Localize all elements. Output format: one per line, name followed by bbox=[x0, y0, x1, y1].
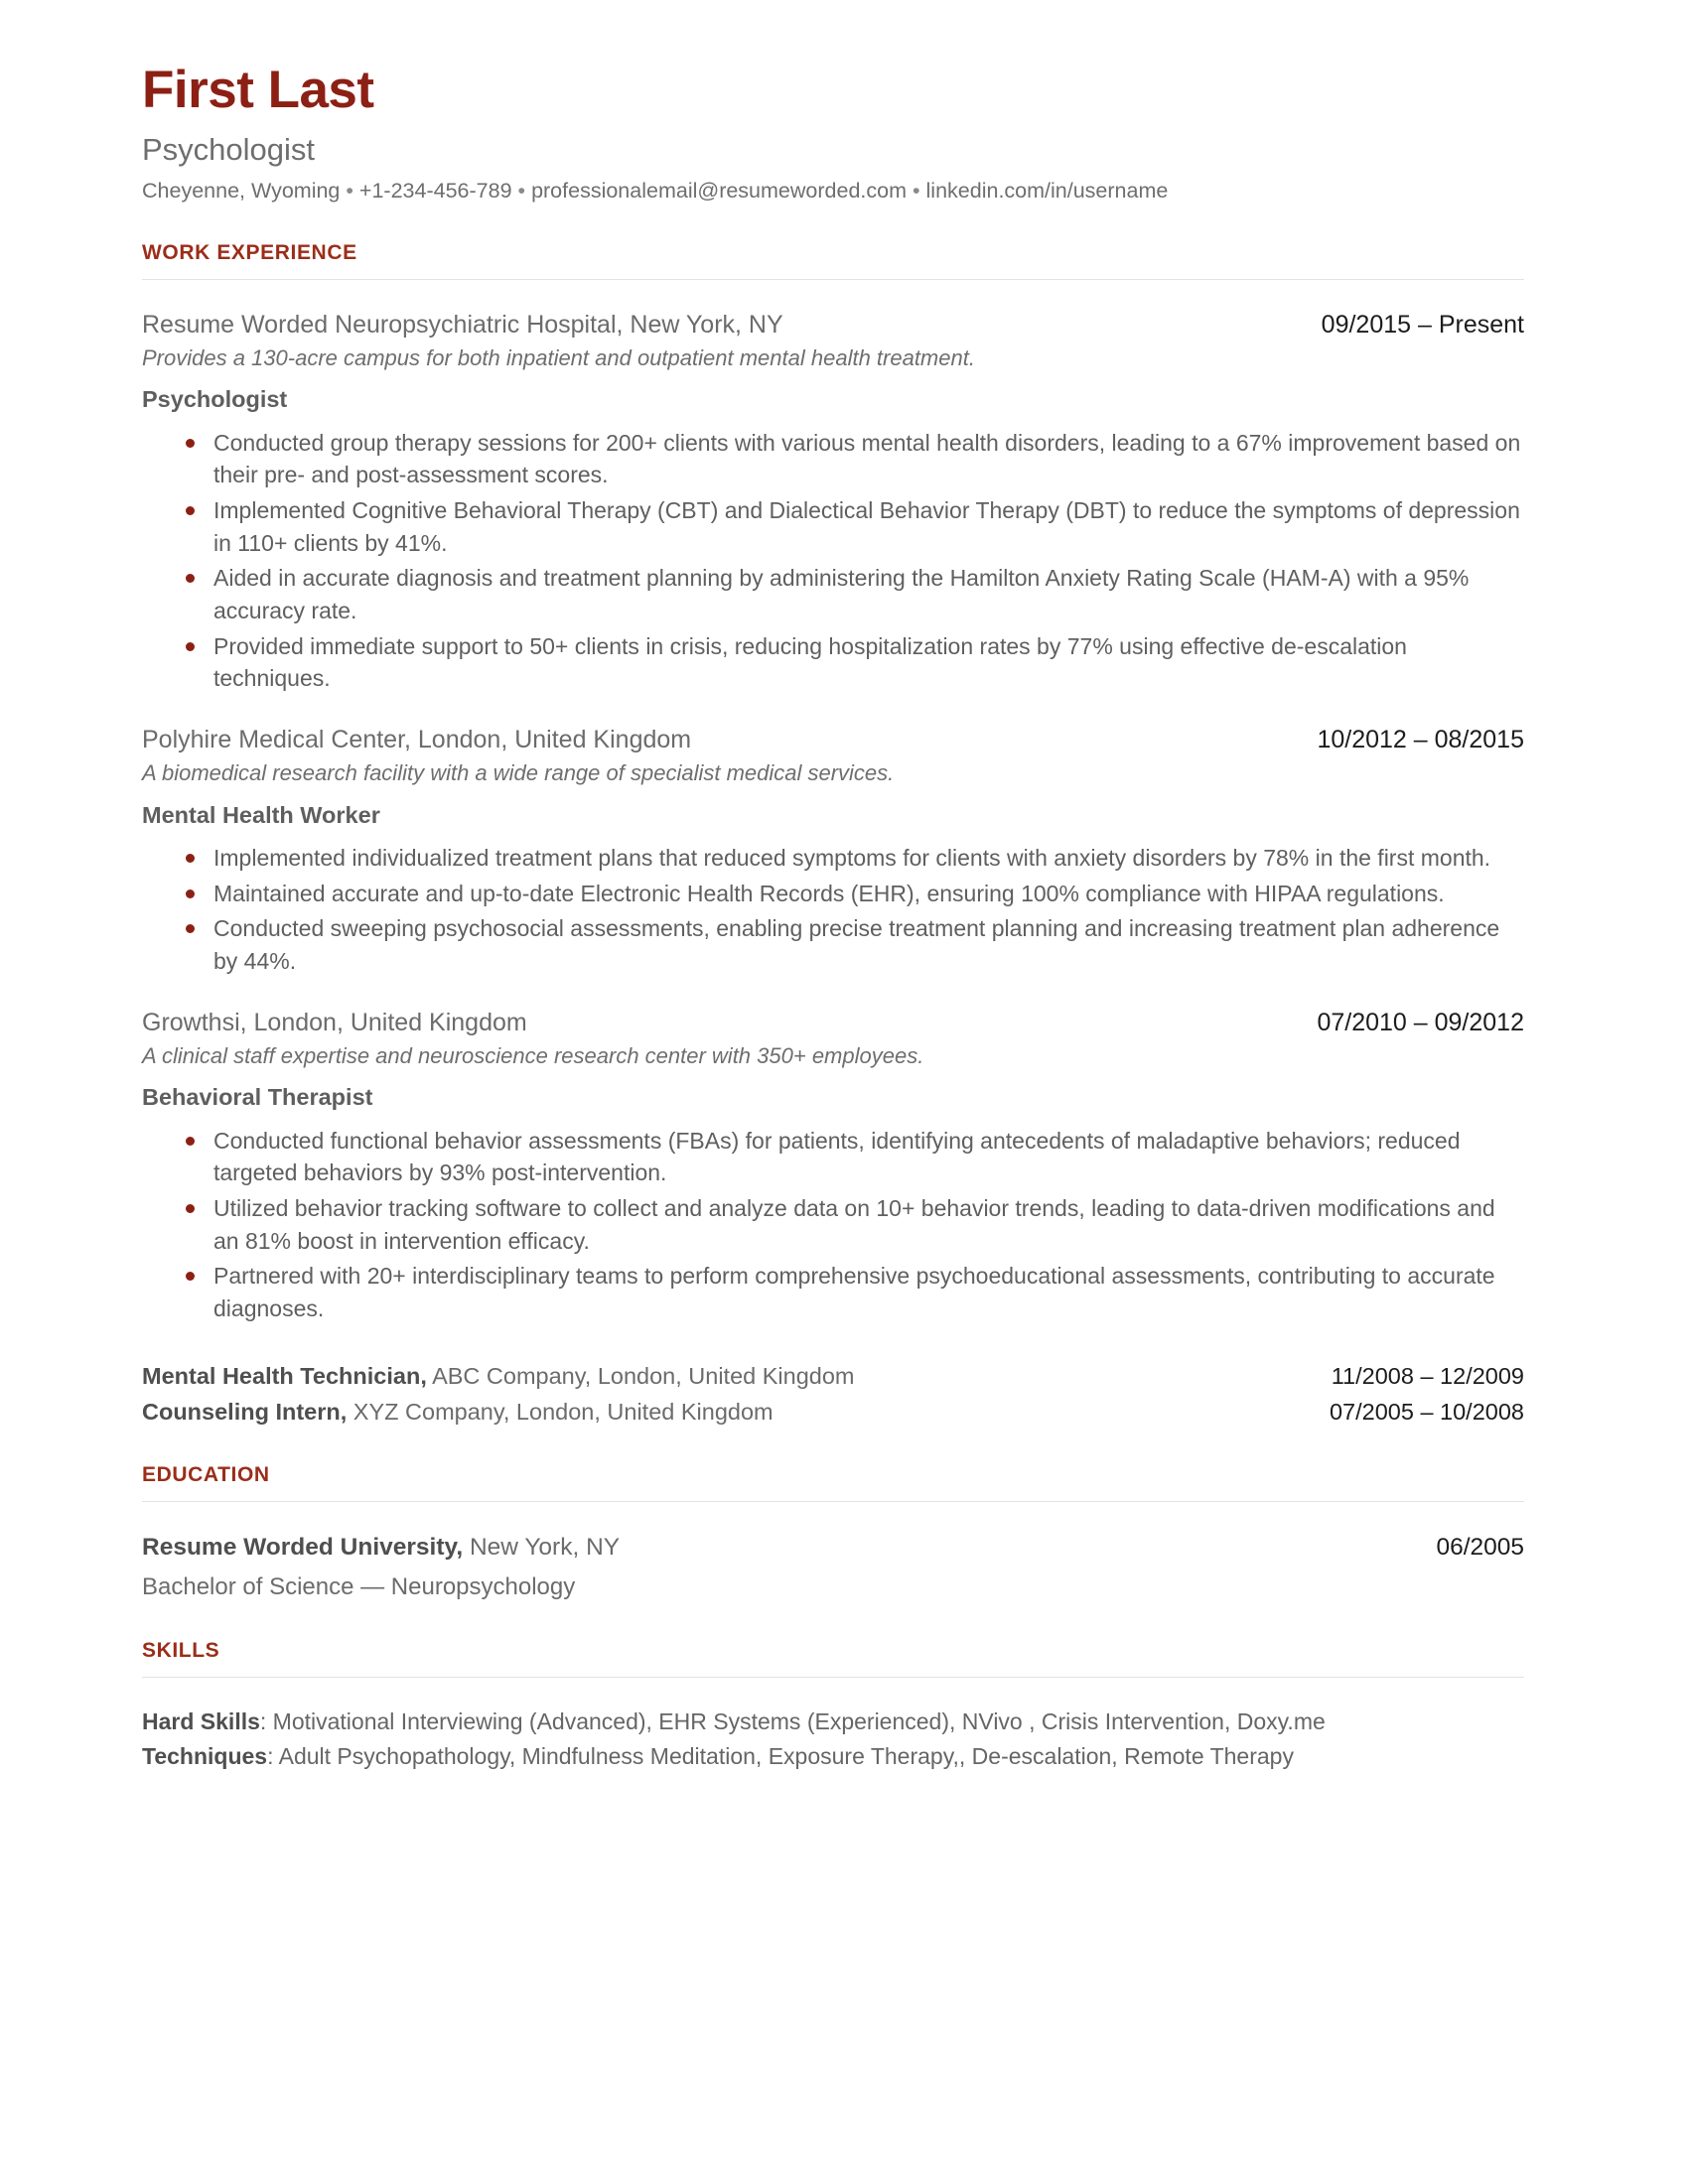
job-bullet-text: Provided immediate support to 50+ clients in crisis, reducing hospitalization rates by 77% using effective de-escalation techniques. bbox=[213, 632, 1407, 692]
bullet-dot-icon bbox=[186, 854, 195, 863]
job-role-title: Behavioral Therapist bbox=[142, 1084, 373, 1111]
bullet-dot-icon bbox=[186, 642, 195, 651]
contact-separator-icon: • bbox=[913, 178, 920, 203]
skill-category-label: Techniques bbox=[142, 1743, 268, 1769]
job-role-title: Mental Health Worker bbox=[142, 801, 380, 828]
contact-line bbox=[142, 178, 1524, 205]
short-role-dates: 07/2005 – 10/2008 bbox=[1329, 1399, 1524, 1426]
bullet-dot-icon bbox=[186, 1137, 195, 1146]
bullet-dot-icon bbox=[186, 439, 195, 448]
candidate-job-title: Psychologist bbox=[142, 132, 316, 168]
education-date: 06/2005 bbox=[1436, 1533, 1524, 1561]
short-role-company: XYZ Company, London, United Kingdom bbox=[347, 1399, 774, 1426]
education-degree: Bachelor of Science — Neuropsychology bbox=[142, 1573, 576, 1601]
short-role-left bbox=[142, 1361, 855, 1392]
job-bullet-text: Utilized behavior tracking software to collect and analyze data on 10+ behavior trends, leading to data-driven modifications and an 81% boost in intervention efficacy. bbox=[213, 1194, 1495, 1254]
job-bullet bbox=[142, 494, 1524, 559]
job-bullet-text: Conducted group therapy sessions for 200+ clients with various mental health disorders, leading to a 67% improvement based on their pre- and post-assessment scores. bbox=[213, 429, 1521, 488]
section-divider bbox=[142, 1677, 1524, 1678]
short-role-title: Mental Health Technician, bbox=[142, 1362, 427, 1389]
bullet-dot-icon bbox=[186, 506, 195, 515]
short-role-title: Counseling Intern, bbox=[142, 1399, 348, 1426]
job-bullet-text: Conducted sweeping psychosocial assessments, enabling precise treatment planning and increasing treatment plan adherence by 44%. bbox=[213, 915, 1500, 974]
skills-body bbox=[142, 1706, 1524, 1774]
education-school-line bbox=[142, 1532, 620, 1564]
job-entry bbox=[142, 725, 1524, 978]
job-bullet bbox=[142, 1192, 1524, 1257]
job-bullet bbox=[142, 842, 1524, 875]
job-company: Growthsi, London, United Kingdom bbox=[142, 1008, 527, 1036]
job-header-row bbox=[142, 310, 1524, 340]
contact-phone: +1-234-456-789 bbox=[358, 178, 512, 203]
job-bullet-list bbox=[142, 1125, 1524, 1325]
section-skills bbox=[142, 1639, 1524, 1774]
skill-row bbox=[142, 1706, 1524, 1738]
job-bullet-text: Conducted functional behavior assessments (FBAs) for patients, identifying antecedents of maladaptive behaviors; reduced targeted behaviors by 93% post-intervention. bbox=[213, 1127, 1461, 1186]
bullet-dot-icon bbox=[186, 1204, 195, 1213]
job-entry bbox=[142, 310, 1524, 695]
short-role-row bbox=[142, 1361, 1524, 1392]
job-bullet bbox=[142, 630, 1524, 695]
contact-linkedin[interactable]: linkedin.com/in/username bbox=[925, 178, 1169, 203]
job-bullet bbox=[142, 878, 1524, 910]
job-bullet-list bbox=[142, 842, 1524, 978]
section-heading-work: WORK EXPERIENCE bbox=[142, 240, 357, 264]
contact-location: Cheyenne, Wyoming bbox=[142, 178, 341, 203]
bullet-dot-icon bbox=[186, 1272, 195, 1281]
short-roles-list bbox=[142, 1361, 1524, 1428]
job-company-description: A clinical staff expertise and neuroscience research center with 350+ employees. bbox=[142, 1042, 924, 1068]
bullet-dot-icon bbox=[186, 574, 195, 583]
job-dates: 07/2010 – 09/2012 bbox=[1317, 1008, 1524, 1036]
short-role-left bbox=[142, 1397, 774, 1428]
section-divider bbox=[142, 279, 1524, 280]
skill-values: : Motivational Interviewing (Advanced), EHR Systems (Experienced), NVivo , Crisis Intervention, Doxy.me bbox=[259, 1707, 1326, 1734]
education-school-name: Resume Worded University, bbox=[142, 1533, 464, 1561]
resume-header bbox=[142, 62, 1524, 205]
job-company-description: A biomedical research facility with a wide range of specialist medical services. bbox=[142, 760, 895, 786]
short-role-row bbox=[142, 1397, 1524, 1428]
job-bullet bbox=[142, 1125, 1524, 1189]
education-entry bbox=[142, 1532, 1524, 1603]
job-bullet-text: Implemented individualized treatment plans that reduced symptoms for clients with anxiety disorders by 78% in the first month. bbox=[213, 845, 1491, 871]
job-bullet bbox=[142, 427, 1524, 491]
job-entry bbox=[142, 1008, 1524, 1325]
bullet-dot-icon bbox=[186, 889, 195, 898]
education-school-location: New York, NY bbox=[463, 1533, 621, 1561]
job-bullet-text: Aided in accurate diagnosis and treatment planning by administering the Hamilton Anxiety Rating Scale (HAM-A) with a 95% accuracy rate. bbox=[213, 565, 1470, 624]
section-education bbox=[142, 1463, 1524, 1603]
job-bullet-list bbox=[142, 427, 1524, 695]
bullet-dot-icon bbox=[186, 924, 195, 933]
job-bullet bbox=[142, 1260, 1524, 1324]
job-bullet bbox=[142, 562, 1524, 626]
job-role-title: Psychologist bbox=[142, 386, 288, 413]
job-company: Resume Worded Neuropsychiatric Hospital, New York, NY bbox=[142, 310, 783, 339]
section-heading-skills: SKILLS bbox=[142, 1638, 220, 1662]
job-bullet-text: Implemented Cognitive Behavioral Therapy (CBT) and Dialectical Behavior Therapy (DBT) to reduce the symptoms of depression in 110+ clients by 41%. bbox=[213, 497, 1520, 556]
skill-values: : Adult Psychopathology, Mindfulness Meditation, Exposure Therapy,, De-escalation, Remote Therapy bbox=[267, 1743, 1294, 1769]
section-heading-education: EDUCATION bbox=[142, 1462, 270, 1486]
education-header-row bbox=[142, 1532, 1524, 1564]
job-header-row bbox=[142, 1008, 1524, 1037]
job-dates: 10/2012 – 08/2015 bbox=[1317, 726, 1524, 754]
job-bullet bbox=[142, 912, 1524, 977]
section-divider bbox=[142, 1501, 1524, 1502]
contact-email[interactable]: professionalemail@resumeworded.com bbox=[531, 178, 907, 203]
candidate-name: First Last bbox=[142, 61, 374, 119]
contact-separator-icon: • bbox=[346, 178, 353, 203]
skill-row bbox=[142, 1740, 1524, 1773]
job-bullet-text: Maintained accurate and up-to-date Electronic Health Records (EHR), ensuring 100% compliance with HIPAA regulations. bbox=[213, 880, 1445, 906]
section-work-experience bbox=[142, 241, 1524, 1428]
job-dates: 09/2015 – Present bbox=[1321, 310, 1524, 339]
contact-separator-icon: • bbox=[517, 178, 526, 203]
job-company-description: Provides a 130-acre campus for both inpatient and outpatient mental health treatment. bbox=[142, 344, 975, 370]
skill-category-label: Hard Skills bbox=[142, 1707, 260, 1734]
short-role-company: ABC Company, London, United Kingdom bbox=[426, 1362, 855, 1389]
job-header-row bbox=[142, 725, 1524, 754]
short-role-dates: 11/2008 – 12/2009 bbox=[1331, 1362, 1524, 1389]
job-bullet-text: Partnered with 20+ interdisciplinary teams to perform comprehensive psychoeducational assessments, contributing to accurate diagnoses. bbox=[213, 1263, 1495, 1321]
job-company: Polyhire Medical Center, London, United Kingdom bbox=[142, 726, 692, 754]
